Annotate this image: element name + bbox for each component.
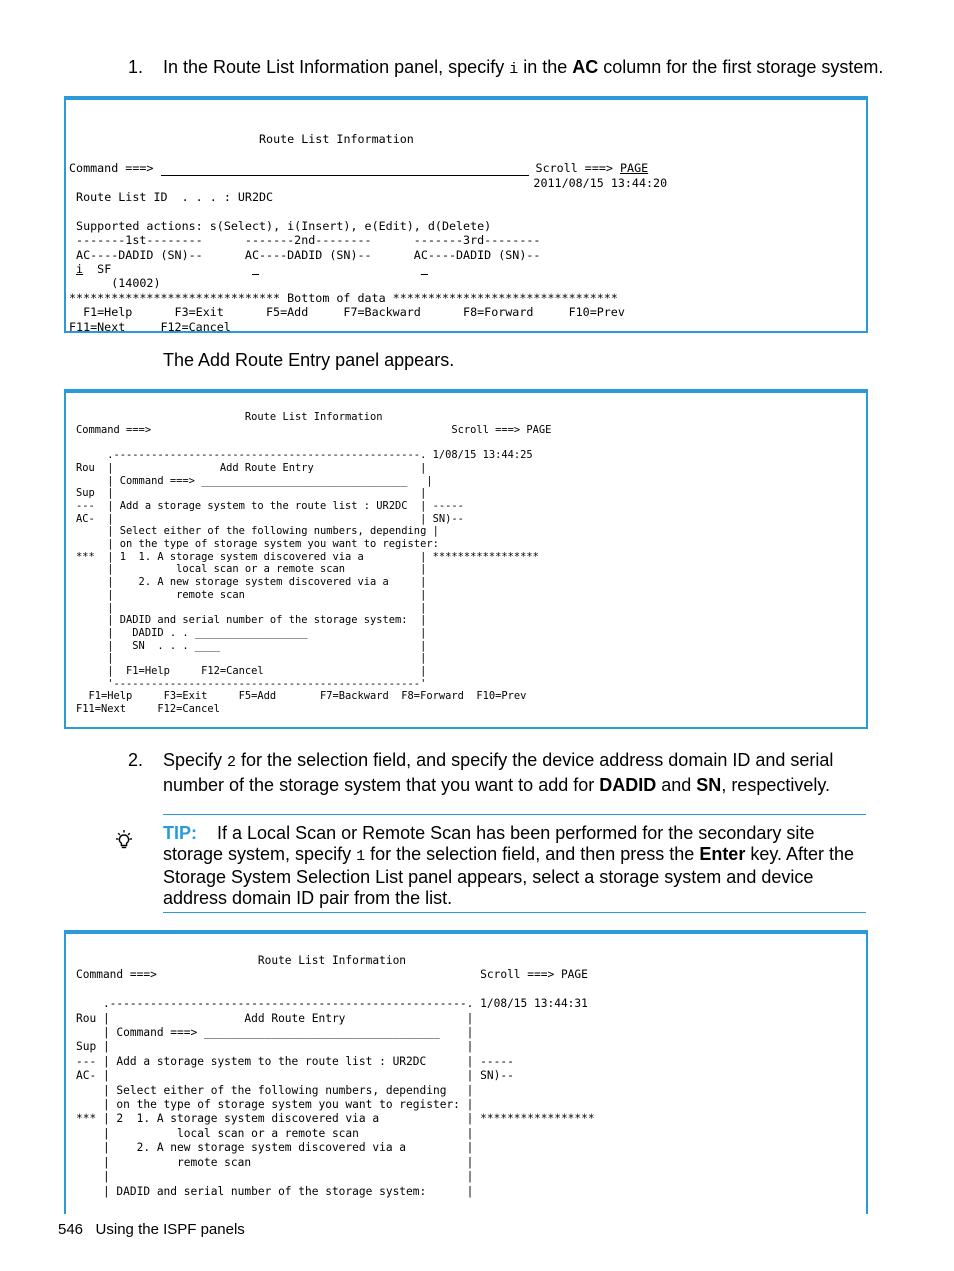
screen-line: | Command ===> ___________________________________ | [76, 1026, 474, 1040]
screen-line: *** | 1 1. A storage system discovered via a | ***************** [76, 550, 539, 563]
screen-line: | SN . . . ____ | [76, 639, 427, 652]
screen-line: | on the type of storage system you want to register: | [76, 1098, 474, 1112]
screen-line: .-----------------------------------------------------. 1/08/15 13:44:31 [76, 997, 588, 1011]
step-text: Specify 2 for the selection field, and specify the device address domain ID and serial number of the storage system that you want to add for DADID and SN, respectively. [163, 750, 834, 795]
tip-label: TIP: [163, 823, 197, 843]
screen-line: AC- | | SN)-- [76, 512, 464, 525]
screen-line: Rou | Add Route Entry | [76, 461, 427, 474]
screen-line: | on the type of storage system you want to register: [76, 538, 439, 551]
screen-line: | local scan or a remote scan | [76, 563, 427, 576]
screen-line: '-------------------------------------------------' [76, 677, 427, 690]
screen-line: | Command ===> _________________________________ | [76, 474, 433, 487]
page-number: 546 [58, 1221, 84, 1238]
page-footer [58, 1221, 245, 1238]
step-number: 2. [128, 750, 144, 770]
screen-line: | Select either of the following numbers, depending | [76, 1083, 474, 1097]
screen-line: | | [76, 652, 427, 665]
screen-line: Rou | Add Route Entry | [76, 1011, 474, 1025]
screen-line: | DADID and serial number of the storage system: | [76, 1184, 474, 1198]
screen-text [76, 411, 551, 716]
screen-line: | DADID and serial number of the storage system: | [76, 614, 427, 627]
screen-line: F1=Help F3=Exit F5=Add F7=Backward F8=Forward F10=Prev [76, 690, 527, 703]
screen-line: | 2. A new storage system discovered via a | [76, 1141, 474, 1155]
screen-line: | local scan or a remote scan | [76, 1126, 474, 1140]
screen-line: --- | Add a storage system to the route list : UR2DC | ----- [76, 1054, 514, 1068]
screen-line: Command ===> Scroll ===> PAGE [76, 423, 552, 436]
screen-text [76, 954, 595, 1199]
tip-text: TIP: If a Local Scan or Remote Scan has been performed for the secondary site storage system, specify 1 for the selection field, and then press the Enter key. After the Storage System Selection List panel appears, select a storage system and device address domain ID pair from the list. [163, 823, 855, 908]
screen-line [76, 436, 551, 449]
screen-line: | 2. A new storage system discovered via a | [76, 576, 427, 589]
terminal-screen-3 [64, 930, 868, 1214]
terminal-screen-2 [64, 389, 868, 729]
terminal-screen-1 [64, 96, 868, 333]
section-title: Using the ISPF panels [95, 1221, 245, 1238]
screen-line: AC- | | SN)-- [76, 1069, 514, 1083]
screen-line: F11=Next F12=Cancel [76, 703, 220, 716]
lightbulb-icon [112, 828, 136, 852]
screen-line: | F1=Help F12=Cancel | [76, 665, 427, 678]
screen-line: | remote scan | [76, 1155, 474, 1169]
screen-text: Route List Information Command ===> Scroll ===> PAGE 2011/08/15 13:44:20 Route List ID . . . : UR2DC Supported actions: s(Select), i(Insert), e(Edit), d(Delete) -------1st-------- -------2nd-------- -------3rd-------- AC----DADID (SN)-- AC----DADID (SN)-- AC----DADID (SN)-- i SF (14002) ****************************** Bottom of data ******************************** F1=Help F3=Exit F5=Add F7=Backward F8=Forward F10=Prev F11=Next F12=Cancel [69, 132, 668, 334]
screen-line: Route List Information [76, 411, 383, 423]
screen-line: *** | 2 1. A storage system discovered via a | ***************** [76, 1112, 595, 1126]
panel-appears-text: The Add Route Entry panel appears. [163, 350, 455, 370]
screen-line: | Select either of the following numbers, depending | [76, 525, 439, 538]
step-1 [128, 56, 884, 78]
screen-line: | remote scan | [76, 588, 427, 601]
screen-line [76, 983, 595, 997]
screen-line: --- | Add a storage system to the route list : UR2DC | ----- [76, 499, 464, 512]
screen-line: Sup | | [76, 1040, 474, 1054]
screen-line: | DADID . . __________________ | [76, 626, 427, 639]
screen-line: | | [76, 601, 427, 614]
screen-line: Sup | | [76, 487, 427, 500]
tip-box [163, 814, 866, 913]
screen-line: .-------------------------------------------------. 1/08/15 13:44:25 [76, 449, 533, 462]
step-number: 1. [128, 57, 144, 77]
screen-line: Route List Information [76, 954, 407, 967]
step-2 [128, 749, 868, 793]
step-text: In the Route List Information panel, specify i in the AC column for the first storage system. [163, 57, 884, 78]
screen-line: Command ===> Scroll ===> PAGE [76, 968, 588, 982]
screen-line: | | [76, 1170, 474, 1184]
